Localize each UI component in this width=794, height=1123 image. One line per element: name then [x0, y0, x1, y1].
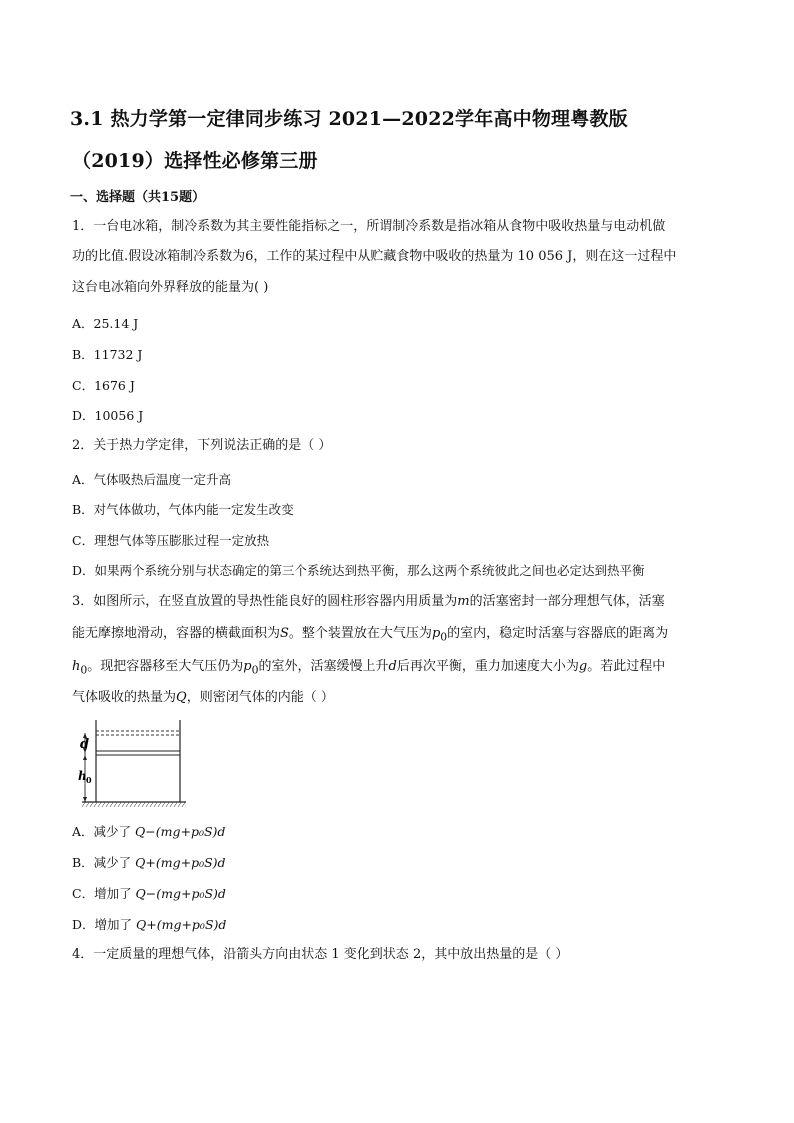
subscript: 0 [251, 663, 259, 677]
q1-stem-line-1: 1．一台电冰箱，制冷系数为其主要性能指标之一，所谓制冷系数是指冰箱从食物中吸收热量与电动机做 [72, 219, 666, 234]
option-expression: Q−(mg+p₀S)d [135, 886, 226, 901]
option-prefix: B．减少了 [72, 855, 136, 870]
q2-option-d: D．如果两个系统分别与状态确定的第三个系统达到热平衡，那么这两个系统彼此之间也必定达到热平衡 [72, 563, 645, 578]
q3-text: 。若此过程中 [587, 659, 666, 674]
q2-option-b: B．对气体做功，气体内能一定发生改变 [72, 502, 294, 517]
option-expression: Q−(mg+p₀S)d [135, 824, 226, 839]
var-s: S [280, 626, 289, 641]
option-prefix: D．增加了 [72, 917, 136, 932]
ground-hatch [82, 802, 186, 807]
var-d: d [388, 659, 397, 674]
q3-text: 3．如图所示，在竖直放置的导热性能良好的圆柱形容器内用质量为 [72, 594, 458, 609]
q3-text: 的活塞密封一部分理想气体，活塞 [469, 594, 665, 609]
q3-stem-line-2 [72, 626, 668, 646]
q3-option-c [72, 884, 226, 902]
var-q: Q [176, 690, 187, 705]
var-p: p [431, 626, 441, 641]
option-prefix: A．减少了 [72, 824, 136, 839]
q1-option-a: A．25.14 J [72, 316, 139, 331]
q3-text: 气体吸收的热量为 [72, 690, 177, 705]
q1-option-d: D．10056 J [72, 408, 144, 423]
var-h: h [72, 659, 81, 674]
q2-option-c: C．理想气体等压膨胀过程一定放热 [72, 533, 270, 548]
q3-stem-line-4 [72, 690, 334, 706]
q3-option-d [72, 915, 226, 933]
q3-text: 的室内，稳定时活塞与容器底的距离为 [447, 626, 669, 641]
q3-text: 能无摩擦地滑动，容器的横截面积为 [72, 626, 281, 641]
q3-option-a [72, 822, 225, 840]
cylinder-piston-figure [76, 718, 188, 808]
q3-stem-line-3 [72, 659, 665, 679]
option-expression: Q+(mg+p₀S)d [135, 855, 226, 870]
q2-option-a: A．气体吸热后温度一定升高 [72, 472, 232, 487]
section-heading: 一、选择题（共15题） [70, 190, 206, 205]
var-m: m [457, 594, 470, 609]
subscript: 0 [440, 630, 448, 644]
label-h: h [78, 769, 87, 783]
q2-stem: 2．关于热力学定律，下列说法正确的是（ ） [72, 438, 332, 453]
subscript: 0 [80, 663, 88, 677]
var-p: p [243, 659, 252, 674]
h0-arrow-up [83, 755, 87, 760]
q3-text: 。整个装置放在大气压为 [288, 626, 432, 641]
q4-stem: 4．一定质量的理想气体，沿箭头方向由状态 1 变化到状态 2，其中放出热量的是（ ） [72, 947, 569, 962]
q1-stem-line-3: 这台电冰箱向外界释放的能量为( ) [72, 280, 269, 295]
q1-option-b: B．11732 J [72, 347, 143, 362]
label-d: d [80, 737, 90, 752]
option-expression: Q+(mg+p₀S)d [136, 917, 227, 932]
title-line-2: （2019）选择性必修第三册 [72, 150, 318, 172]
q3-text: 的室外，活塞缓慢上升 [258, 659, 389, 674]
var-g: g [578, 659, 588, 674]
q3-stem-line-1 [72, 594, 665, 610]
title-line-1: 3.1 热力学第一定律同步练习 2021—2022学年高中物理粤教版 [70, 108, 628, 130]
label-h-subscript: 0 [86, 775, 92, 785]
q1-option-c: C．1676 J [72, 378, 135, 393]
q3-text: ，则密闭气体的内能（ ） [186, 690, 334, 705]
q3-text: 。现把容器移至大气压仍为 [87, 659, 244, 674]
h0-arrow-down [83, 797, 87, 802]
q3-text: 后再次平衡，重力加速度大小为 [396, 659, 579, 674]
option-prefix: C．增加了 [72, 886, 136, 901]
q3-option-b [72, 853, 226, 871]
q1-stem-line-2: 功的比值.假设冰箱制冷系数为6，工作的某过程中从贮藏食物中吸收的热量为 10 056 J，则在这一过程中 [72, 249, 677, 264]
